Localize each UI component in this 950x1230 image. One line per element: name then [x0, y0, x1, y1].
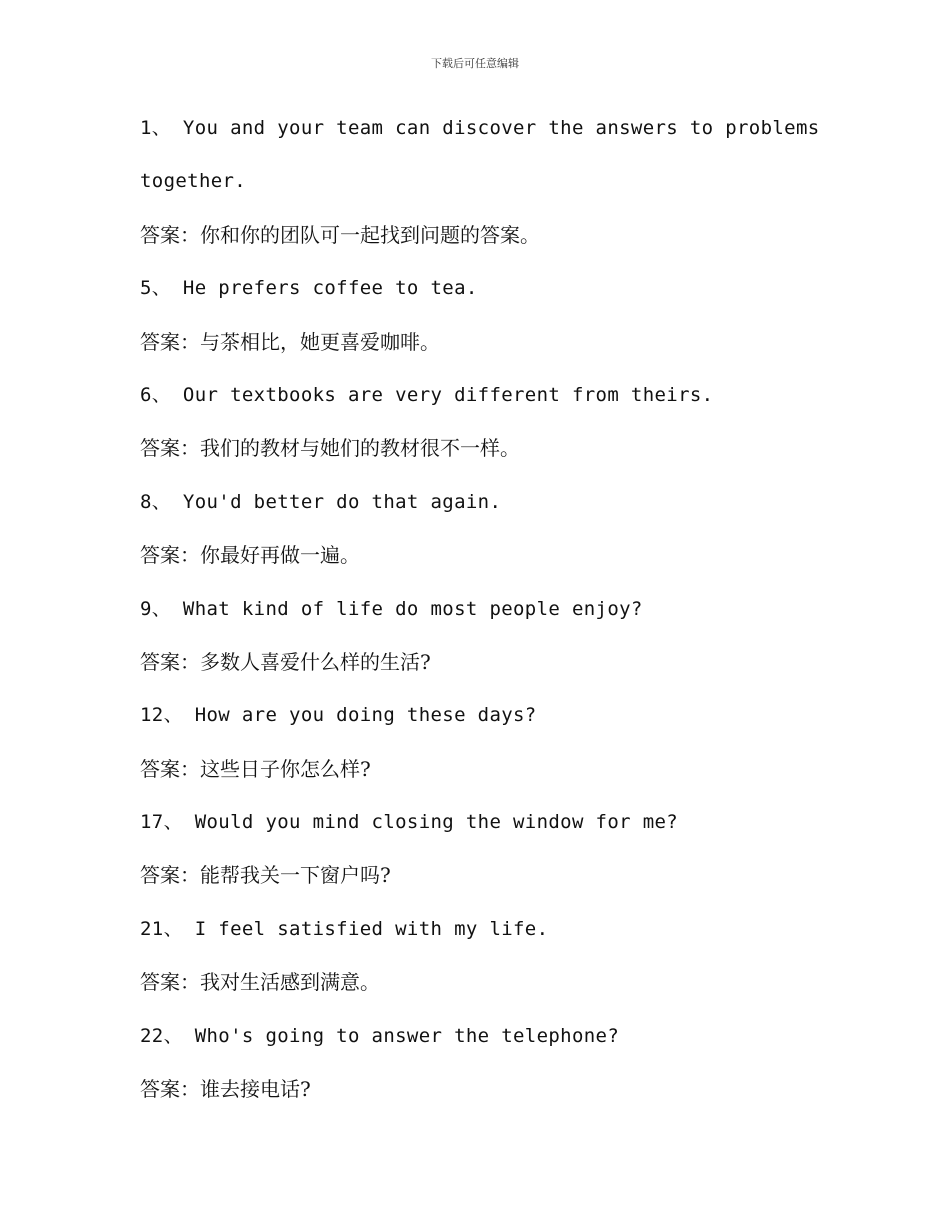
- answer-line: 答案：与茶相比，她更喜爱咖啡。: [140, 329, 440, 354]
- answer-line: 答案：多数人喜爱什么样的生活?: [140, 649, 431, 674]
- question-line: 12、 How are you doing these days?: [140, 704, 537, 727]
- question-line: 21、 I feel satisfied with my life.: [140, 917, 549, 940]
- question-line: 9、 What kind of life do most people enjoy?: [140, 597, 643, 620]
- answer-line: 答案：这些日子你怎么样?: [140, 756, 371, 781]
- question-line: 17、 Would you mind closing the window for me?: [140, 811, 679, 834]
- question-line: 8、 You'd better do that again.: [140, 490, 502, 513]
- document-body: [140, 108, 840, 1122]
- question-line: 5、 He prefers coffee to tea.: [140, 277, 478, 300]
- question-line: together.: [140, 170, 247, 193]
- page-header: 下载后可任意编辑: [431, 57, 519, 70]
- answer-line: 答案：你最好再做一遍。: [140, 543, 360, 568]
- answer-line: 答案：谁去接电话?: [140, 1077, 311, 1102]
- answer-line: 答案：我们的教材与她们的教材很不一样。: [140, 436, 520, 461]
- question-line: 22、 Who's going to answer the telephone?: [140, 1024, 620, 1047]
- answer-line: 答案：你和你的团队可一起找到问题的答案。: [140, 222, 540, 247]
- question-line: 1、 You and your team can discover the answers to problems: [140, 117, 820, 139]
- answer-line: 答案：能帮我关一下窗户吗?: [140, 863, 391, 888]
- answer-line: 答案：我对生活感到满意。: [140, 970, 380, 995]
- question-line: 6、 Our textbooks are very different from theirs.: [140, 383, 714, 406]
